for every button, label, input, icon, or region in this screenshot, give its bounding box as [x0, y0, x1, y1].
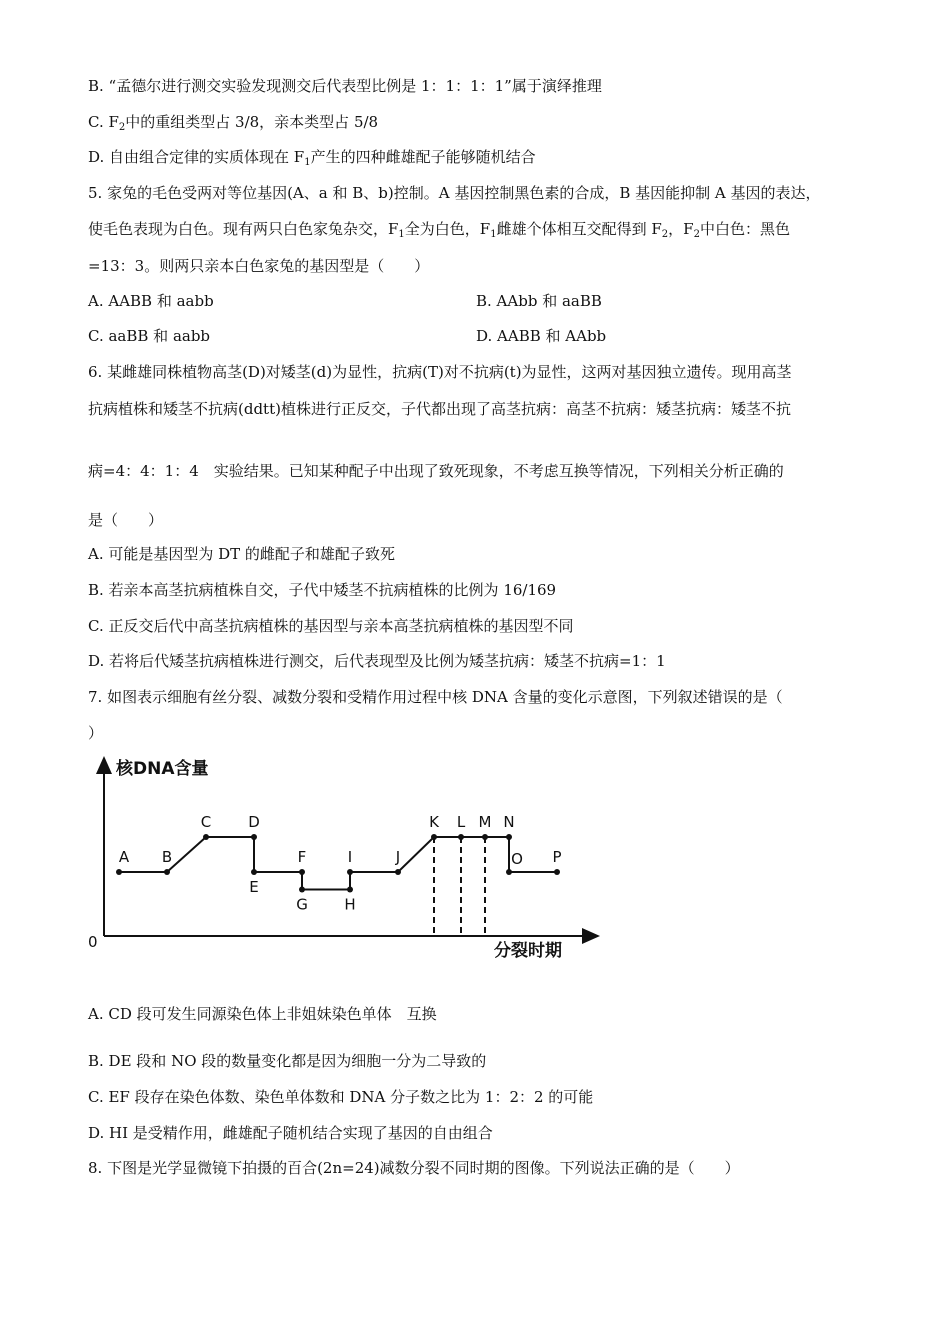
- q4-option-b: B. “孟德尔进行测交实验发现测交后代表型比例是 1：1：1：1”属于演绎推理: [88, 77, 602, 95]
- q5-option-a: A. AABB 和 aabb: [88, 292, 214, 310]
- point-label-C: C: [200, 813, 212, 831]
- point-label-P: P: [552, 848, 562, 866]
- dna-curve: [119, 837, 557, 890]
- q5-stem-1: 5. 家兔的毛色受两对等位基因(A、a 和 B、b)控制。A 基因控制黑色素的合成，B 基因能抑制 A 基因的表达，: [88, 184, 821, 202]
- point-label-K: K: [429, 813, 439, 831]
- x-axis-label: 分裂时期: [494, 941, 562, 961]
- q6-stem-3: 病=4：4：1：4 实验结果。已知某种配子中出现了致死现象，不考虑互换等情况，下列相关分析正确的: [88, 462, 784, 480]
- dashed-lines: [434, 837, 485, 934]
- q5-option-c: C. aaBB 和 aabb: [88, 327, 211, 345]
- q4-option-c: C. $F_2$中的重组类型占 3/8，亲本类型占 5/8: [88, 113, 379, 133]
- q5-option-d: D. AABB 和 AAbb: [476, 327, 607, 345]
- point-label-I: I: [347, 848, 353, 866]
- q6-stem-4: 是（ ）: [88, 511, 164, 529]
- point-D: [251, 834, 257, 840]
- q7-option-b: B. DE 段和 NO 段的数量变化都是因为细胞一分为二导致的: [88, 1052, 487, 1070]
- q6-option-b: B. 若亲本高茎抗病植株自交，子代中矮茎不抗病植株的比例为 16/169: [88, 581, 557, 599]
- origin-label: 0: [88, 933, 98, 951]
- point-M: [482, 834, 488, 840]
- q6-option-a: A. 可能是基因型为 DT 的雌配子和雄配子致死: [88, 545, 395, 563]
- point-label-D: D: [248, 813, 260, 831]
- point-P: [554, 869, 560, 875]
- q6-stem-1: 6. 某雌雄同株植物高茎(D)对矮茎(d)为显性，抗病(T)对不抗病(t)为显性，这两对基因独立遗传。现用高茎: [88, 363, 792, 381]
- point-label-E: E: [249, 878, 259, 896]
- point-O: [506, 869, 512, 875]
- point-label-F: F: [297, 848, 307, 866]
- point-I: [347, 869, 353, 875]
- point-label-O: O: [511, 850, 523, 868]
- q5-stem-3: =13：3。则两只亲本白色家兔的基因型是（ ）: [88, 257, 430, 275]
- q7-stem-2: ）: [88, 724, 104, 742]
- point-B: [164, 869, 170, 875]
- q7-stem-1: 7. 如图表示细胞有丝分裂、减数分裂和受精作用过程中核 DNA 含量的变化示意图，下列叙述错误的是（: [88, 688, 783, 706]
- q7-option-a: A. CD 段可发生同源染色体上非姐妹染色单体 互换: [88, 1005, 437, 1023]
- point-label-B: B: [161, 848, 173, 866]
- q4-option-d: D. 自由组合定律的实质体现在 $F_1$产生的四种雌雄配子能够随机结合: [88, 148, 536, 168]
- q6-option-d: D. 若将后代矮茎抗病植株进行测交，后代表现型及比例为矮茎抗病：矮茎不抗病=1：1: [88, 652, 666, 670]
- data-points: [116, 813, 562, 914]
- point-label-G: G: [296, 895, 308, 914]
- q7-option-d: D. HI 是受精作用，雌雄配子随机结合实现了基因的自由组合: [88, 1124, 493, 1142]
- q5-option-b: B. AAbb 和 aaBB: [476, 292, 602, 310]
- point-label-A: A: [118, 848, 130, 866]
- point-A: [116, 869, 122, 875]
- point-K: [431, 834, 437, 840]
- point-G: [299, 887, 305, 893]
- point-H: [347, 887, 353, 893]
- point-E: [251, 869, 257, 875]
- point-label-H: H: [344, 895, 356, 914]
- q8-stem: 8. 下图是光学显微镜下拍摄的百合(2n=24)减数分裂不同时期的图像。下列说法正确的是（ ）: [88, 1159, 740, 1177]
- point-J: [395, 869, 401, 875]
- point-F: [299, 869, 305, 875]
- point-N: [506, 834, 512, 840]
- point-C: [203, 834, 209, 840]
- q5-stem-2: 使毛色表现为白色。现有两只白色家兔杂交，$F_1$全为白色，$F_1$雌雄个体相互交配得到 $F_2$，$F_2$中白色：黑色: [88, 220, 790, 240]
- point-label-J: J: [395, 848, 401, 866]
- q7-option-c: C. EF 段存在染色体数、染色单体数和 DNA 分子数之比为 1：2：2 的可能: [88, 1088, 594, 1106]
- y-axis-label: 核DNA含量: [116, 759, 209, 779]
- point-label-L: L: [456, 813, 466, 831]
- point-label-N: N: [503, 813, 515, 831]
- point-L: [458, 834, 464, 840]
- dna-content-chart: [80, 752, 620, 972]
- q6-stem-2: 抗病植株和矮茎不抗病(ddtt)植株进行正反交，子代都出现了高茎抗病：高茎不抗病：矮茎抗病：矮茎不抗: [88, 400, 791, 418]
- q6-option-c: C. 正反交后代中高茎抗病植株的基因型与亲本高茎抗病植株的基因型不同: [88, 617, 574, 635]
- point-label-M: M: [478, 813, 492, 831]
